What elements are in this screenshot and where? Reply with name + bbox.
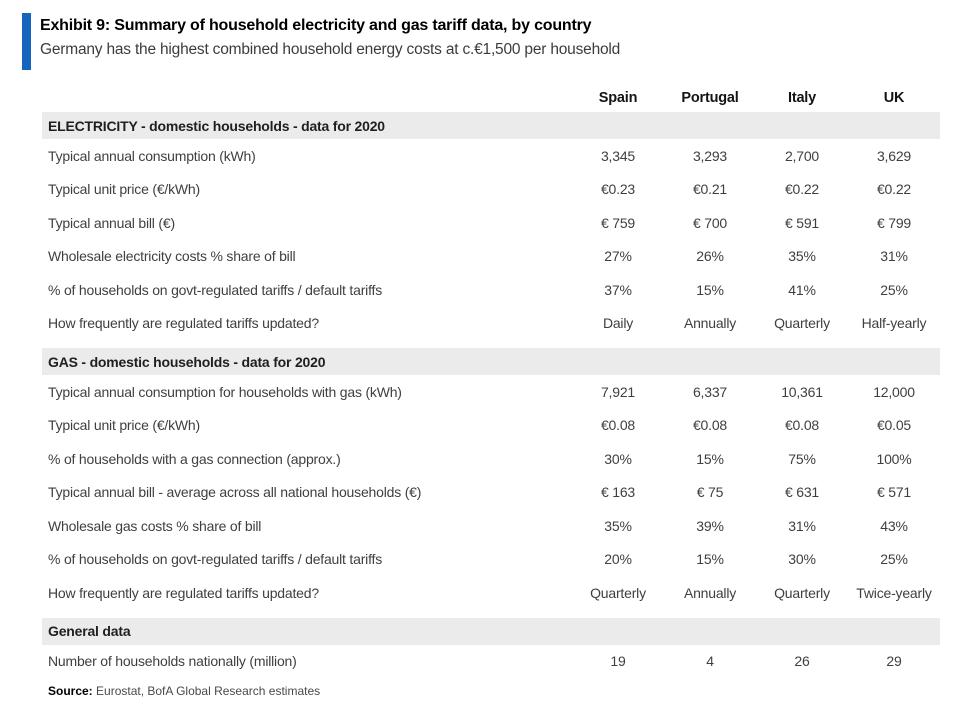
row-label: Typical unit price (€/kWh) (48, 181, 200, 198)
row-label: Typical unit price (€/kWh) (48, 417, 200, 434)
cell-value: 37% (604, 281, 632, 298)
tariff-table (42, 86, 940, 678)
column-header-uk: UK (883, 90, 905, 106)
cell-value: Twice-yearly (856, 584, 932, 601)
cell-value: 4 (706, 653, 714, 670)
cell-value: 3,629 (876, 147, 912, 164)
row-label: How frequently are regulated tariffs updated? (48, 584, 319, 601)
table-row (42, 139, 940, 173)
section-header-band (42, 348, 940, 375)
cell-value: 31% (880, 248, 908, 265)
cell-value: 75% (788, 450, 816, 467)
table-row (42, 307, 940, 341)
table-row (42, 509, 940, 543)
cell-value: Annually (683, 315, 737, 332)
cell-value: 19 (610, 653, 626, 670)
cell-value: €0.08 (784, 417, 820, 434)
cell-value: 3,345 (600, 147, 636, 164)
cell-value: 30% (604, 450, 632, 467)
cell-value: 3,293 (692, 147, 728, 164)
report-page (0, 13, 957, 725)
section-header-band (42, 112, 940, 139)
row-label: Typical annual consumption for households with gas (kWh) (48, 383, 402, 400)
table-row (42, 173, 940, 207)
cell-value: 29 (886, 653, 902, 670)
cell-value: 30% (788, 551, 816, 568)
section-header-band (42, 618, 940, 645)
row-label: Wholesale electricity costs % share of bill (48, 248, 296, 265)
cell-value: 15% (696, 450, 724, 467)
cell-value: 10,361 (781, 383, 823, 400)
table-row (42, 375, 940, 409)
cell-value: € 759 (600, 214, 636, 231)
row-label: % of households on govt-regulated tariffs / default tariffs (48, 551, 383, 568)
table-row (42, 576, 940, 610)
table-row (42, 476, 940, 510)
section-header-label: GAS - domestic households - data for 2020 (48, 353, 326, 370)
source-label: Source: (48, 684, 93, 698)
cell-value: € 591 (784, 214, 820, 231)
exhibit-title: Exhibit 9: Summary of household electricity and gas tariff data, by country (40, 17, 592, 34)
table-row (42, 409, 940, 443)
row-label: Typical annual bill (€) (48, 214, 175, 231)
cell-value: 6,337 (692, 383, 728, 400)
cell-value: 39% (696, 517, 724, 534)
row-label: Typical annual consumption (kWh) (48, 147, 256, 164)
exhibit-subtitle: Germany has the highest combined household energy costs at c.€1,500 per household (40, 41, 621, 58)
cell-value: 15% (696, 551, 724, 568)
source-line (48, 684, 957, 698)
cell-value: Quarterly (774, 315, 830, 332)
cell-value: € 571 (876, 484, 912, 501)
column-header-spain: Spain (598, 90, 638, 106)
table-row (42, 206, 940, 240)
cell-value: € 700 (692, 214, 728, 231)
section-header-label: General data (48, 623, 131, 639)
table-row (42, 645, 940, 679)
cell-value: € 631 (784, 484, 820, 501)
row-label: % of households on govt-regulated tariffs / default tariffs (48, 281, 383, 298)
column-header-italy: Italy (787, 90, 816, 106)
column-header-portugal: Portugal (681, 90, 739, 106)
cell-value: 2,700 (784, 147, 820, 164)
table-body (42, 112, 940, 678)
row-label: % of households with a gas connection (approx.) (48, 450, 341, 467)
row-label: Typical annual bill - average across all national households (€) (48, 484, 422, 501)
cell-value: Annually (683, 584, 737, 601)
accent-bar (22, 13, 31, 70)
row-label: Wholesale gas costs % share of bill (48, 517, 262, 534)
cell-value: €0.21 (692, 181, 728, 198)
cell-value: Daily (602, 315, 634, 332)
table-row (42, 273, 940, 307)
cell-value: 43% (880, 517, 908, 534)
section-header-label: ELECTRICITY - domestic households - data for 2020 (48, 117, 385, 134)
cell-value: 27% (604, 248, 632, 265)
exhibit-header-text (40, 13, 620, 70)
cell-value: € 163 (600, 484, 636, 501)
cell-value: €0.05 (876, 417, 912, 434)
cell-value: € 799 (876, 214, 912, 231)
cell-value: 15% (696, 281, 724, 298)
cell-value: 41% (788, 281, 816, 298)
cell-value: 7,921 (600, 383, 636, 400)
cell-value: 100% (876, 450, 912, 467)
row-label: Number of households nationally (million) (48, 653, 297, 670)
cell-value: 26 (794, 653, 810, 670)
cell-value: 35% (788, 248, 816, 265)
cell-value: €0.23 (600, 181, 636, 198)
cell-value: 12,000 (873, 383, 915, 400)
table-row (42, 442, 940, 476)
cell-value: Quarterly (590, 584, 646, 601)
cell-value: € 75 (696, 484, 724, 501)
cell-value: 35% (604, 517, 632, 534)
cell-value: Half-yearly (861, 315, 927, 332)
exhibit-header (22, 13, 957, 70)
cell-value: 25% (880, 551, 908, 568)
cell-value: 25% (880, 281, 908, 298)
row-label: How frequently are regulated tariffs updated? (48, 315, 319, 332)
cell-value: €0.08 (600, 417, 636, 434)
table-header-row (42, 86, 940, 110)
cell-value: €0.22 (784, 181, 820, 198)
cell-value: 20% (604, 551, 632, 568)
cell-value: 31% (788, 517, 816, 534)
table-row (42, 240, 940, 274)
cell-value: €0.22 (876, 181, 912, 198)
cell-value: Quarterly (774, 584, 830, 601)
cell-value: 26% (696, 248, 724, 265)
cell-value: €0.08 (692, 417, 728, 434)
source-text: Eurostat, BofA Global Research estimates (92, 684, 321, 698)
table-row (42, 543, 940, 577)
